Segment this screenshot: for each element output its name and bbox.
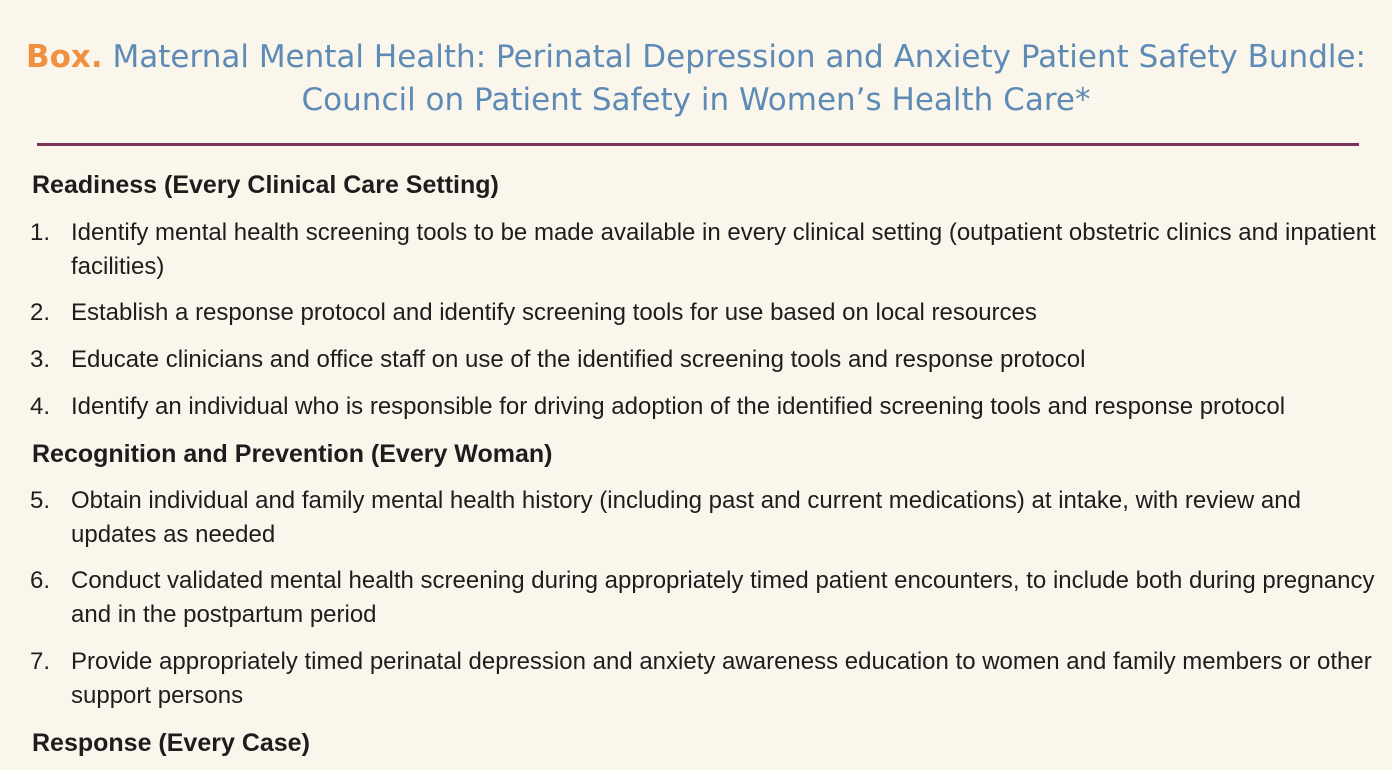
item-text: Identify an individual who is responsible for driving adoption of the identified screening tools and response protocol: [71, 393, 1286, 420]
title-divider: [37, 143, 1359, 146]
item-text: Provide appropriately timed perinatal depression and anxiety awareness education to women and family members or other support persons: [71, 648, 1372, 709]
section-heading-response: Response (Every Case): [32, 729, 310, 757]
section-heading-readiness: Readiness (Every Clinical Care Setting): [32, 171, 499, 199]
item-text: Establish a response protocol and identify screening tools for use based on local resources: [71, 299, 1037, 326]
item-number: 2.: [30, 299, 51, 326]
list-item: [30, 564, 1380, 632]
item-text: Obtain individual and family mental health history (including past and current medications) at intake, with review and updates as needed: [71, 487, 1301, 548]
list-item: [30, 484, 1380, 552]
item-text: Conduct validated mental health screening during appropriately timed patient encounters, to include both during pregnancy and in the postpartum period: [71, 567, 1375, 628]
item-number: 7.: [30, 648, 51, 675]
item-number: 6.: [30, 567, 51, 594]
title-line-2: Council on Patient Safety in Women’s Health Care*: [301, 82, 1091, 118]
item-text: Identify mental health screening tools to be made available in every clinical setting (outpatient obstetric clinics and inpatient facilities): [71, 219, 1376, 280]
section-heading-recognition: Recognition and Prevention (Every Woman): [32, 440, 553, 468]
item-number: 1.: [30, 219, 51, 246]
item-text: Educate clinicians and office staff on use of the identified screening tools and response protocol: [71, 346, 1086, 373]
item-number: 5.: [30, 487, 51, 514]
item-number: 4.: [30, 393, 51, 420]
list-item: [30, 216, 1380, 284]
list-item: [30, 390, 1380, 424]
list-item: [30, 343, 1380, 377]
title-line-1: Maternal Mental Health: Perinatal Depression and Anxiety Patient Safety Bundle:: [112, 39, 1367, 75]
list-item: [30, 645, 1380, 713]
list-item: [30, 296, 1380, 330]
box-label: Box.: [25, 39, 103, 75]
box-title: [0, 36, 1392, 122]
item-number: 3.: [30, 346, 51, 373]
